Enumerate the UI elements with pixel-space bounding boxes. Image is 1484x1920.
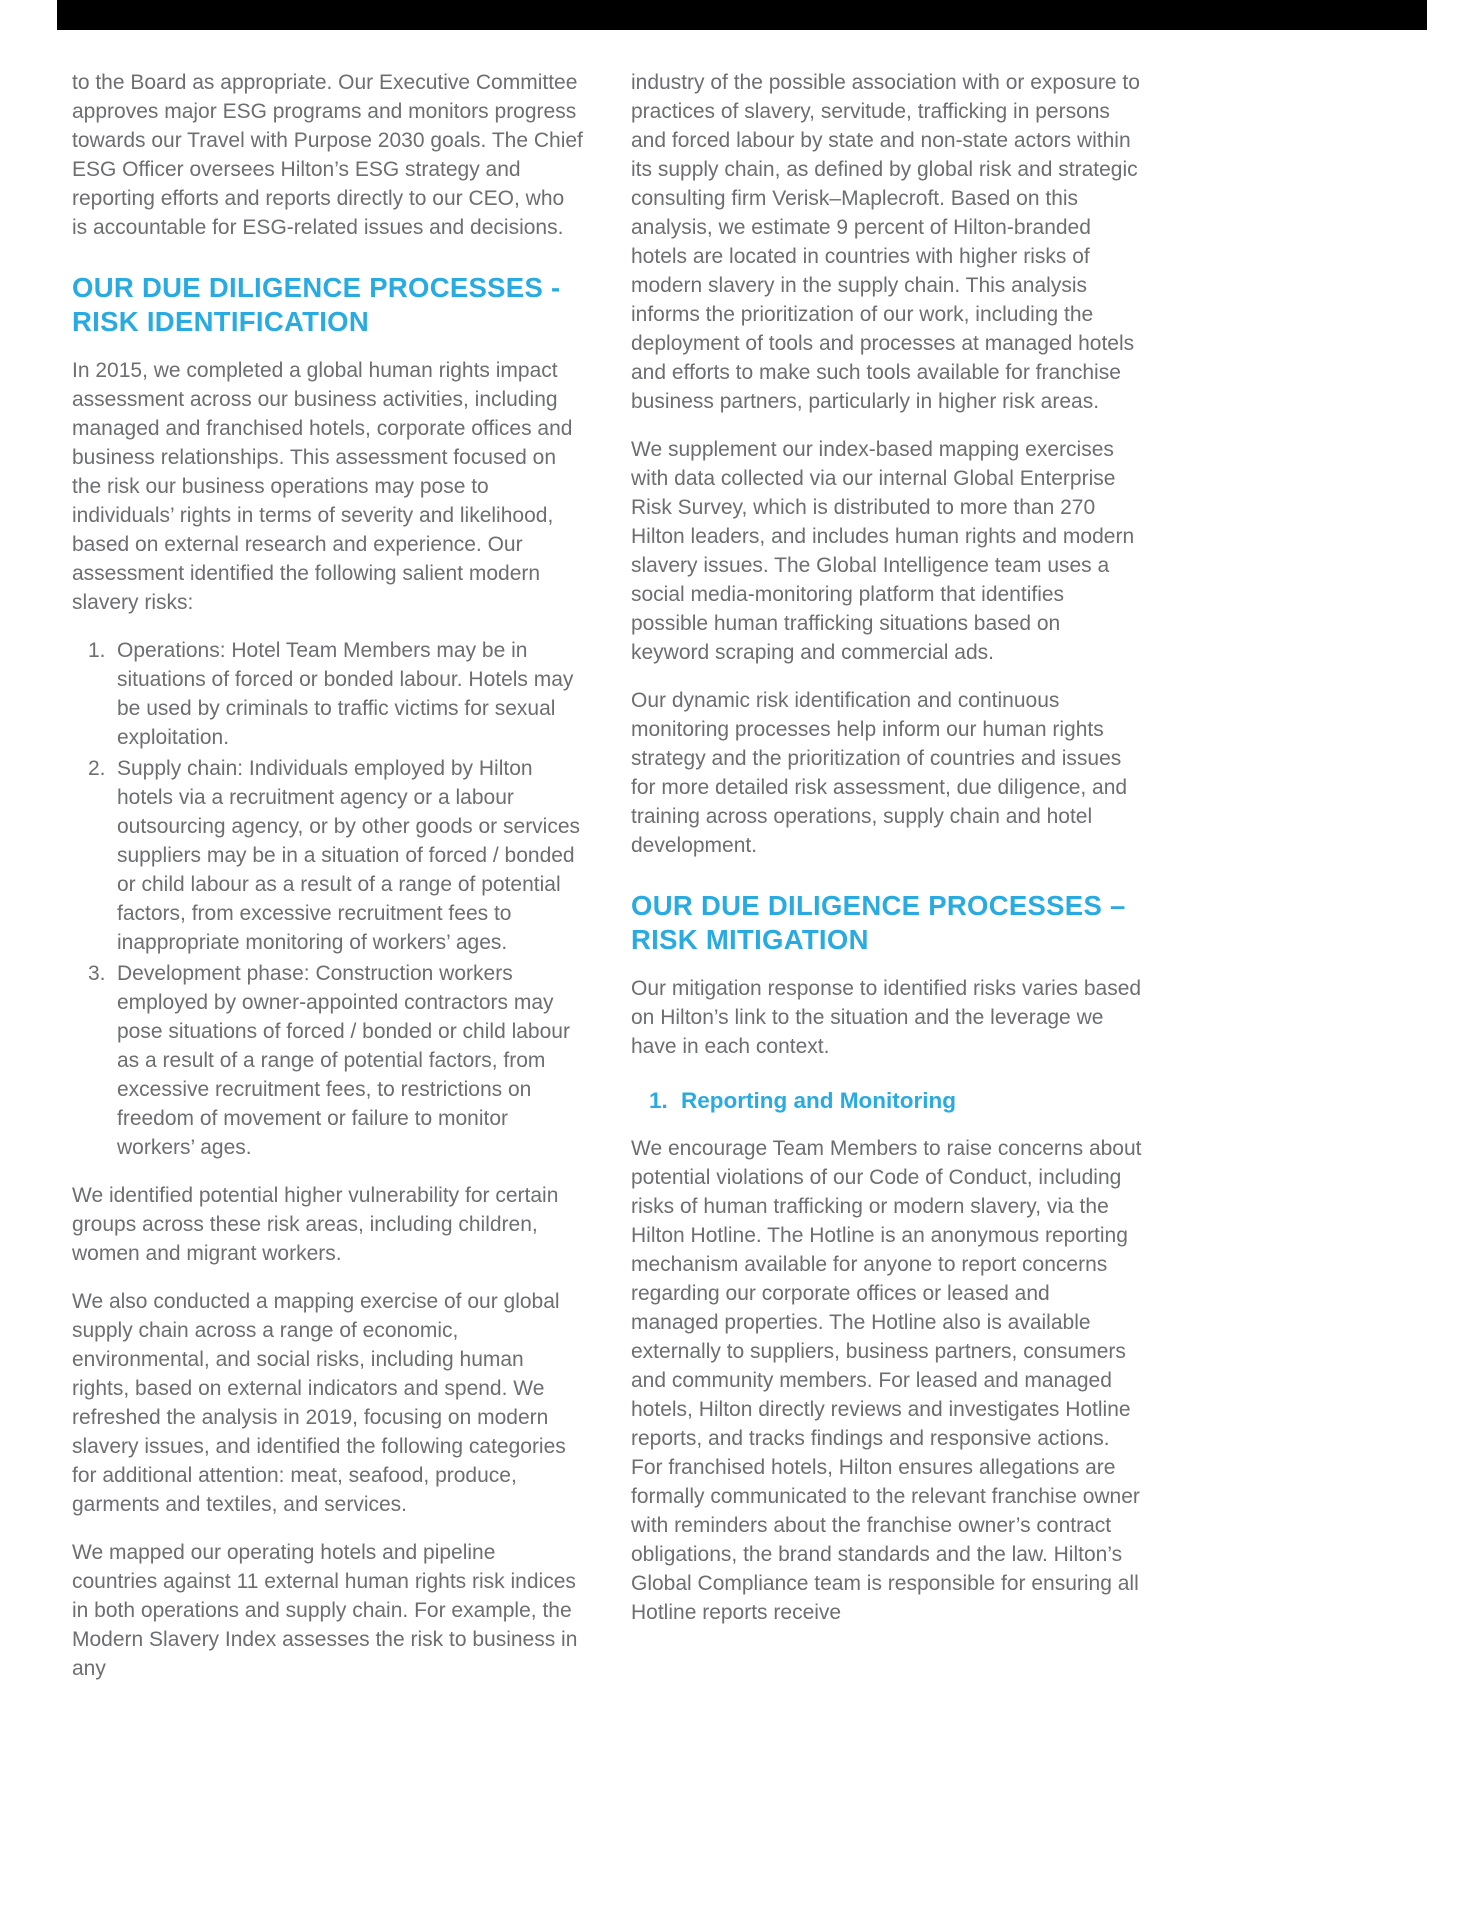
paragraph-hotline: We encourage Team Members to raise concerns about potential violations of our Code of Conduct, including risks of human trafficking or modern slavery, via the Hilton Hotline. The Hotline is an anonymous reporting mechanism available for anyone to report concerns regarding our corporate offices or leased and managed properties. The Hotline also is available externally to suppliers, business partners, consumers and community members. For leased and managed hotels, Hilton directly reviews and investigates Hotline reports, and tracks findings and responsive actions. For franchised hotels, Hilton ensures allegations are formally communicated to the relevant franchise owner with reminders about the franchise owner’s contract obligations, the brand standards and the law. Hilton’s Global Compliance team is responsible for ensuring all Hotline reports receive bbox=[631, 1137, 1142, 1624]
section-heading-risk-identification: OUR DUE DILIGENCE PROCESSES - RISK IDENTIFICATION bbox=[72, 272, 561, 337]
list-item-text: Development phase: Construction workers employed by owner-appointed contractors may pose situations of forced / bonded or child labour as a result of a range of potential factors, from excessive recruitment fees, to restrictions on freedom of movement or failure to monitor workers’ ages. bbox=[117, 962, 570, 1159]
paragraph-vulnerability: We identified potential higher vulnerability for certain groups across these risk areas, including children, women and migrant workers. bbox=[72, 1184, 559, 1265]
list-item-number: 2. bbox=[88, 757, 106, 780]
paragraph-mitigation: Our mitigation response to identified risks varies based on Hilton’s link to the situation and the leverage we have in each context. bbox=[631, 977, 1142, 1058]
list-item bbox=[72, 959, 584, 1162]
subsection-heading-reporting-monitoring bbox=[631, 1087, 1143, 1115]
document-page bbox=[72, 0, 1143, 1702]
left-column bbox=[72, 68, 584, 1702]
subsection-number: 1. bbox=[649, 1088, 668, 1113]
paragraph-assessment: In 2015, we completed a global human rights impact assessment across our business activities, including managed and franchised hotels, corporate offices and business relationships. This assessment focused on the risk our business operations may pose to individuals’ rights in terms of severity and likelihood, based on external research and experience. Our assessment identified the following salient modern slavery risks: bbox=[72, 359, 573, 614]
paragraph-survey: We supplement our index-based mapping exercises with data collected via our internal Global Enterprise Risk Survey, which is distributed to more than 270 Hilton leaders, and includes human rights and modern slavery issues. The Global Intelligence team uses a social media-monitoring platform that identifies possible human trafficking situations based on keyword scraping and commercial ads. bbox=[631, 438, 1135, 664]
list-item bbox=[72, 754, 584, 957]
paragraph-mapping: We also conducted a mapping exercise of our global supply chain across a range of economic, environmental, and social risks, including human rights, based on external indicators and spend. We refreshed the analysis in 2019, focusing on modern slavery issues, and identified the following categories for additional attention: meat, seafood, produce, garments and textiles, and services. bbox=[72, 1290, 566, 1516]
list-item bbox=[72, 636, 584, 752]
right-column bbox=[631, 68, 1143, 1702]
list-item-text: Supply chain: Individuals employed by Hilton hotels via a recruitment agency or a labour outsourcing agency, or by other goods or services suppliers may be in a situation of forced / bonded or child labour as a result of a range of potential factors, from excessive recruitment fees to inappropriate monitoring of workers’ ages. bbox=[117, 757, 581, 954]
subsection-label: Reporting and Monitoring bbox=[681, 1088, 956, 1113]
paragraph-industry: industry of the possible association with or exposure to practices of slavery, servitude, trafficking in persons and forced labour by state and non-state actors within its supply chain, as defined by global risk and strategic consulting firm Verisk–Maplecroft. Based on this analysis, we estimate 9 percent of Hilton-branded hotels are located in countries with higher risks of modern slavery in the supply chain. This analysis informs the prioritization of our work, including the deployment of tools and processes at managed hotels and efforts to make such tools available for franchise business partners, particularly in higher risk areas. bbox=[631, 71, 1140, 413]
page-header-bar bbox=[57, 0, 1427, 30]
paragraph-indices: We mapped our operating hotels and pipeline countries against 11 external human rights risk indices in both operations and supply chain. For example, the Modern Slavery Index assesses the risk to business in any bbox=[72, 1541, 578, 1680]
list-item-number: 1. bbox=[88, 639, 106, 662]
list-item-text: Operations: Hotel Team Members may be in situations of forced or bonded labour. Hotels may be used by criminals to traffic victims for sexual exploitation. bbox=[117, 639, 574, 749]
section-heading-risk-mitigation: OUR DUE DILIGENCE PROCESSES – RISK MITIGATION bbox=[631, 890, 1126, 955]
risk-list bbox=[72, 636, 584, 1162]
list-item-number: 3. bbox=[88, 962, 106, 985]
paragraph-intro: to the Board as appropriate. Our Executive Committee approves major ESG programs and monitors progress towards our Travel with Purpose 2030 goals. The Chief ESG Officer oversees Hilton’s ESG strategy and reporting efforts and reports directly to our CEO, who is accountable for ESG-related issues and decisions. bbox=[72, 71, 583, 239]
paragraph-dynamic: Our dynamic risk identification and continuous monitoring processes help inform our human rights strategy and the prioritization of countries and issues for more detailed risk assessment, due diligence, and training across operations, supply chain and hotel development. bbox=[631, 689, 1128, 857]
